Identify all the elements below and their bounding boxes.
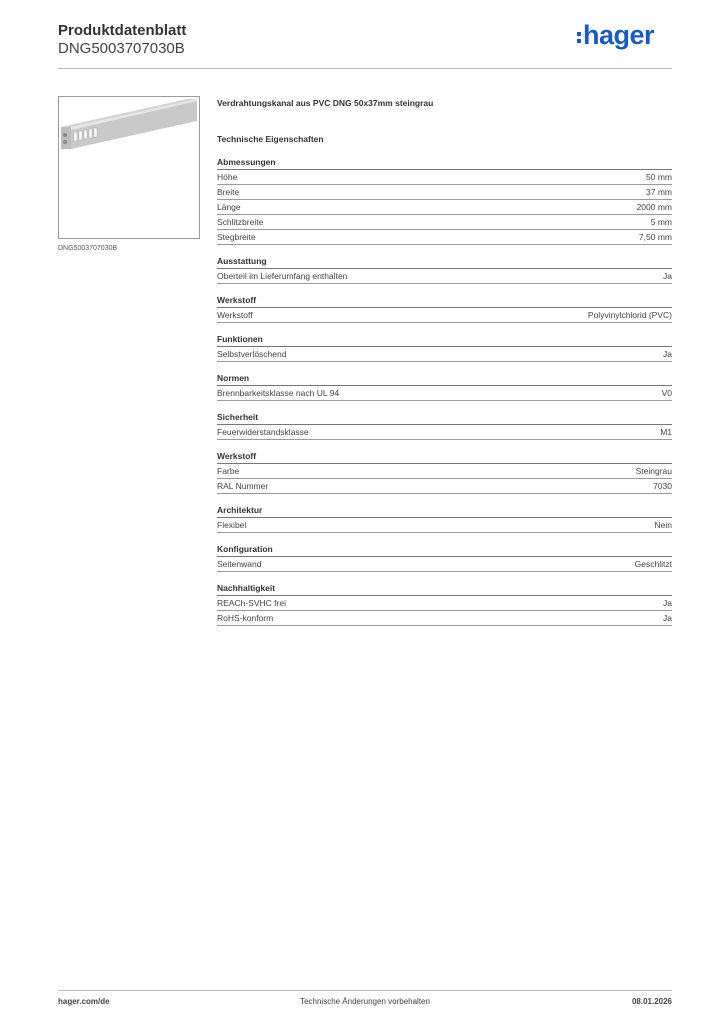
property-label: Stegbreite [217,232,256,242]
section-title: Werkstoff [217,294,672,308]
section-equipment [217,255,672,284]
property-label: Breite [217,187,240,197]
property-label: Seitenwand [217,559,262,569]
property-row [217,425,672,440]
property-label: Feuerwiderstandsklasse [217,427,309,437]
property-row [217,464,672,479]
property-value: 7030 [653,481,672,491]
property-row [217,230,672,245]
property-value: Ja [663,613,672,623]
property-label: REACh-SVHC frei [217,598,286,608]
property-value: 50 mm [646,172,672,182]
property-value: Ja [663,349,672,359]
property-label: Schlitzbreite [217,217,264,227]
property-row [217,596,672,611]
property-value: Polyvinylchlorid (PVC) [587,310,672,320]
cable-duct-image [58,96,200,239]
datasheet-content [217,96,672,636]
property-row [217,479,672,494]
cable-duct-icon [59,97,199,238]
footer-divider [58,990,672,991]
property-label: RoHS-konform [217,613,274,623]
property-row [217,170,672,185]
page-header [58,20,672,68]
footer-website-link[interactable]: hager.com/de [58,997,110,1006]
property-sections [217,156,672,626]
property-row [217,557,672,572]
property-label: Selbstverlöschend [217,349,287,359]
section-title: Architektur [217,504,672,518]
property-label: Flexibel [217,520,247,530]
property-row [217,185,672,200]
property-label: Höhe [217,172,238,182]
property-row [217,611,672,626]
property-row [217,269,672,284]
section-material-color [217,450,672,494]
property-row [217,200,672,215]
property-value: 7,50 mm [638,232,672,242]
product-name: Verdrahtungskanal aus PVC DNG 50x37mm steingrau [217,98,434,108]
property-row [217,518,672,533]
property-value: V0 [661,388,672,398]
section-safety [217,411,672,440]
property-value: Ja [663,271,672,281]
property-label: RAL Nummer [217,481,269,491]
property-label: Länge [217,202,241,212]
section-configuration [217,543,672,572]
section-title: Nachhaltigkeit [217,582,672,596]
property-label: Oberteil im Lieferumfang enthalten [217,271,348,281]
product-code: DNG5003707030B [58,40,185,57]
property-label: Farbe [217,466,240,476]
header-divider [58,68,672,69]
section-standards [217,372,672,401]
property-row [217,308,672,323]
property-value: Nein [654,520,672,530]
footer-note: Technische Änderungen vorbehalten [300,997,430,1006]
property-row [217,386,672,401]
section-title: Ausstattung [217,255,672,269]
footer-date: 08.01.2026 [631,997,672,1006]
property-row [217,215,672,230]
section-functions [217,333,672,362]
section-material [217,294,672,323]
logo-text: hager [582,20,654,50]
section-title: Konfiguration [217,543,672,557]
section-sustainability [217,582,672,626]
property-label: Brennbarkeitsklasse nach UL 94 [217,388,340,398]
property-label: Werkstoff [217,310,253,320]
image-caption: DNG5003707030B [58,245,118,252]
property-value: 2000 mm [636,202,672,212]
property-value: Steingrau [635,466,672,476]
section-dimensions [217,156,672,245]
property-value: 37 mm [646,187,672,197]
section-title: Sicherheit [217,411,672,425]
property-value: M1 [660,427,672,437]
document-title: Produktdatenblatt [58,22,187,39]
property-value: Ja [663,598,672,608]
section-title: Abmessungen [217,156,672,170]
section-architecture [217,504,672,533]
logo-dots-icon [577,32,581,43]
section-title: Funktionen [217,333,672,347]
hager-logo [577,20,654,50]
section-title: Normen [217,372,672,386]
property-value: 5 mm [650,217,672,227]
section-title: Werkstoff [217,450,672,464]
property-value: Geschlitzt [634,559,672,569]
section-heading-technical: Technische Eigenschaften [217,134,324,144]
property-row [217,347,672,362]
